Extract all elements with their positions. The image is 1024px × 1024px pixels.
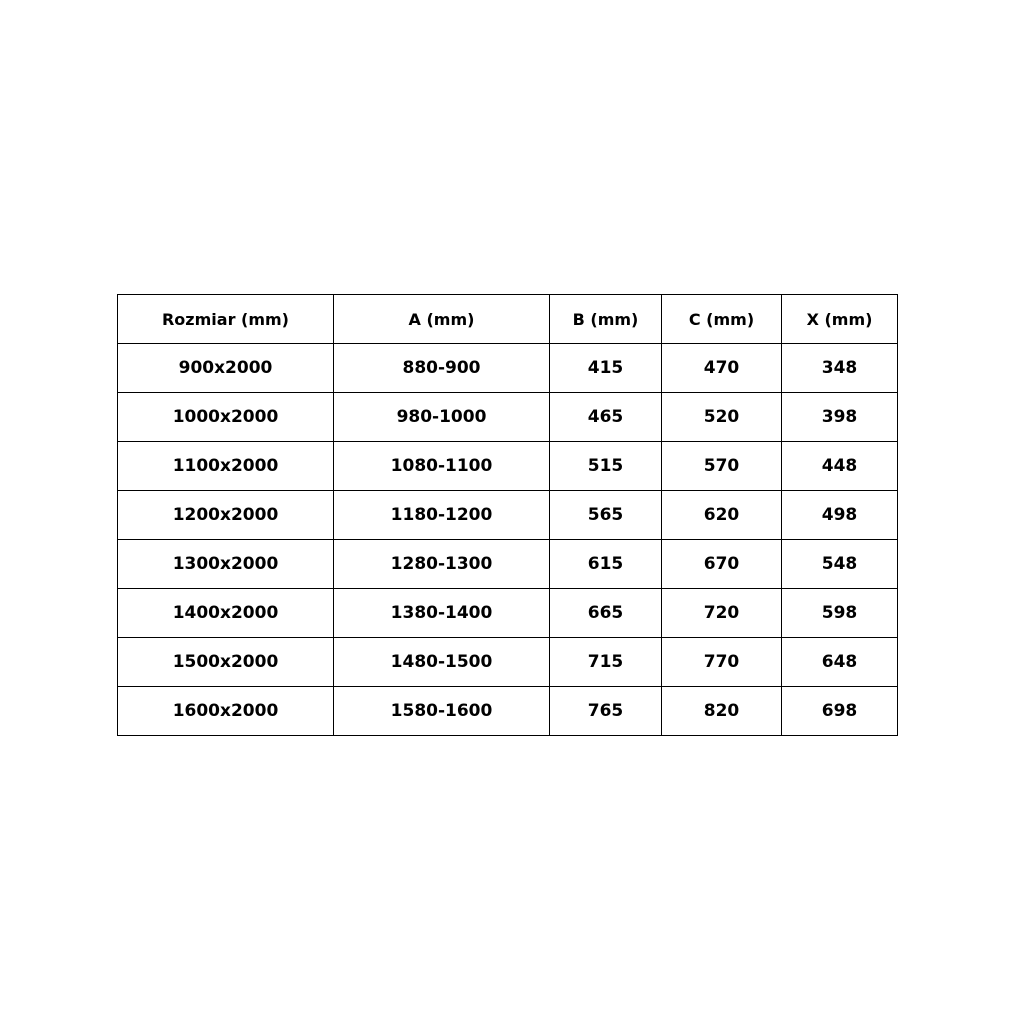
dimensions-table — [117, 294, 898, 736]
table-row — [118, 344, 898, 393]
spec-table-container — [117, 294, 897, 736]
column-header-x: X (mm) — [782, 295, 898, 344]
cell-a: 980-1000 — [334, 393, 550, 442]
cell-x: 698 — [782, 687, 898, 736]
cell-x: 398 — [782, 393, 898, 442]
cell-b: 765 — [550, 687, 662, 736]
cell-x: 498 — [782, 491, 898, 540]
table-header-row — [118, 295, 898, 344]
cell-c: 570 — [662, 442, 782, 491]
cell-a: 1580-1600 — [334, 687, 550, 736]
table-row — [118, 540, 898, 589]
table-row — [118, 442, 898, 491]
cell-size: 900x2000 — [118, 344, 334, 393]
cell-a: 1080-1100 — [334, 442, 550, 491]
cell-c: 520 — [662, 393, 782, 442]
cell-b: 715 — [550, 638, 662, 687]
cell-b: 615 — [550, 540, 662, 589]
cell-x: 548 — [782, 540, 898, 589]
table-row — [118, 638, 898, 687]
column-header-rozmiar: Rozmiar (mm) — [118, 295, 334, 344]
cell-c: 820 — [662, 687, 782, 736]
cell-size: 1600x2000 — [118, 687, 334, 736]
cell-x: 648 — [782, 638, 898, 687]
cell-b: 665 — [550, 589, 662, 638]
table-row — [118, 687, 898, 736]
cell-c: 470 — [662, 344, 782, 393]
cell-a: 880-900 — [334, 344, 550, 393]
cell-x: 348 — [782, 344, 898, 393]
cell-x: 598 — [782, 589, 898, 638]
cell-size: 1300x2000 — [118, 540, 334, 589]
cell-c: 720 — [662, 589, 782, 638]
cell-c: 620 — [662, 491, 782, 540]
cell-b: 465 — [550, 393, 662, 442]
cell-size: 1000x2000 — [118, 393, 334, 442]
cell-b: 515 — [550, 442, 662, 491]
cell-a: 1180-1200 — [334, 491, 550, 540]
cell-c: 770 — [662, 638, 782, 687]
table-row — [118, 589, 898, 638]
cell-b: 415 — [550, 344, 662, 393]
table-row — [118, 393, 898, 442]
cell-a: 1280-1300 — [334, 540, 550, 589]
cell-a: 1380-1400 — [334, 589, 550, 638]
table-row — [118, 491, 898, 540]
cell-size: 1400x2000 — [118, 589, 334, 638]
table-header — [118, 295, 898, 344]
cell-a: 1480-1500 — [334, 638, 550, 687]
column-header-b: B (mm) — [550, 295, 662, 344]
table-body — [118, 344, 898, 736]
column-header-a: A (mm) — [334, 295, 550, 344]
cell-b: 565 — [550, 491, 662, 540]
cell-x: 448 — [782, 442, 898, 491]
column-header-c: C (mm) — [662, 295, 782, 344]
cell-c: 670 — [662, 540, 782, 589]
cell-size: 1200x2000 — [118, 491, 334, 540]
cell-size: 1500x2000 — [118, 638, 334, 687]
cell-size: 1100x2000 — [118, 442, 334, 491]
